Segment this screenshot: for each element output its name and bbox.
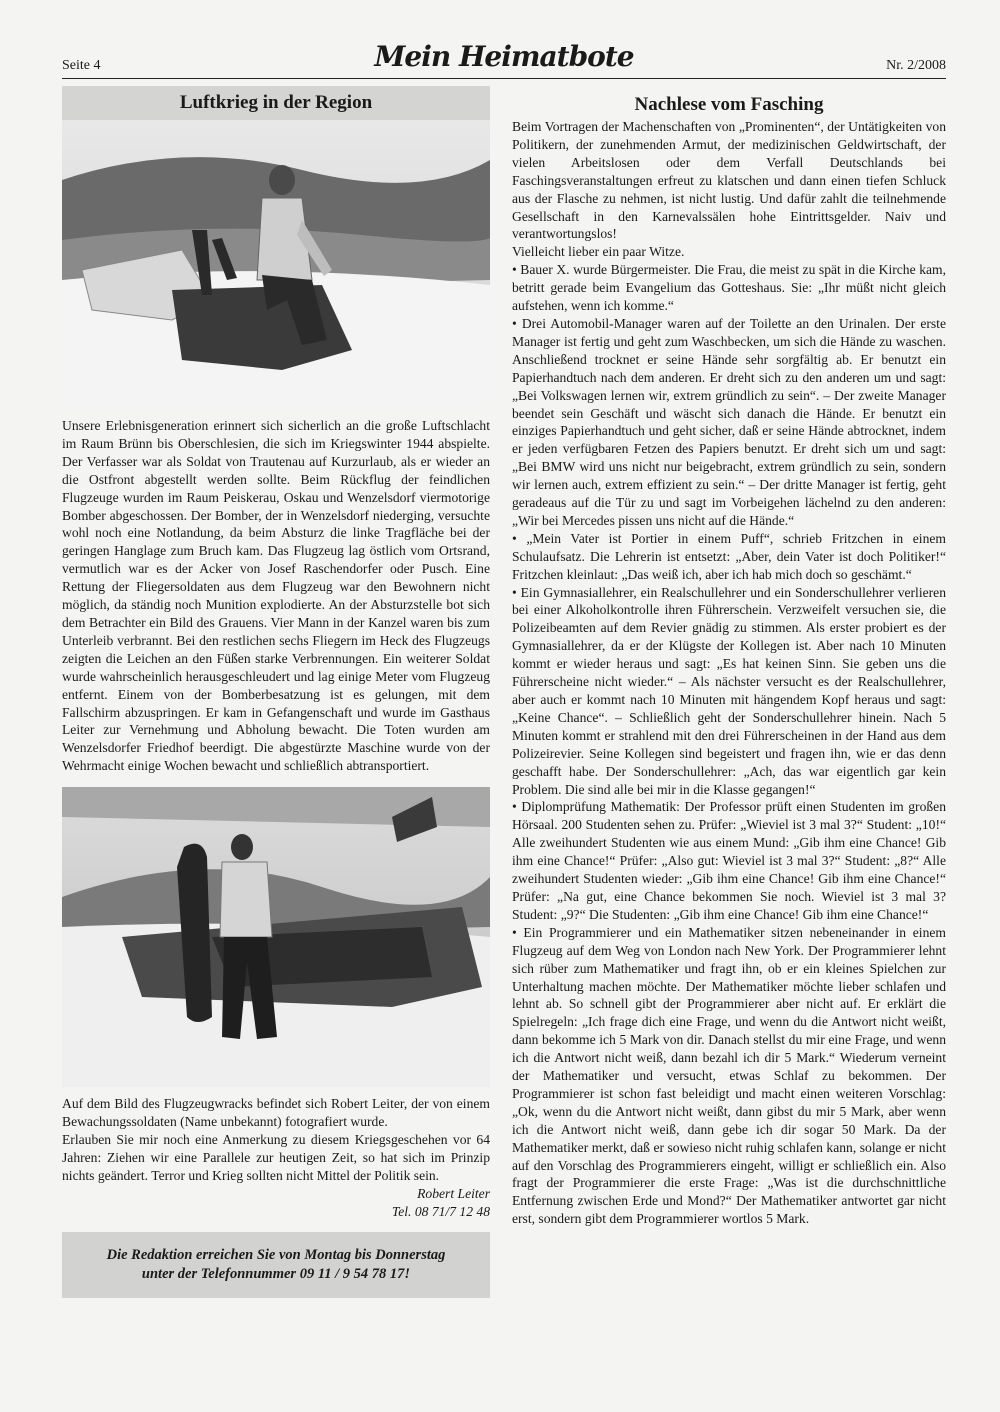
notice-line-1: Die Redaktion erreichen Sie von Montag bis Donnerstag bbox=[106, 1247, 446, 1264]
joke-item: • Ein Gymnasiallehrer, ein Realschullehrer und ein Sonderschullehrer verlieren bei einer Alkoholkontrolle ihren Führerschein. Verzweifelt versuchen sie, die Polizeibeamten auf dem Revier gnädig zu stimmen. Als erster probiert es der Gymnasiallehrer, da er der Klügste der Kollegen ist. Aber nach 10 Minuten kommt er wieder heraus und sagt: „Es hat keinen Sinn. Sie geben uns die Führerscheine nicht wieder.“ – Als nächster versucht es der Realschullehrer, aber auch er kommt nach 10 Minuten mit hängendem Kopf heraus und sagt: „Keine Chance“. – Schließlich geht der Sonderschullehrer hinein. Nach 5 Minuten kommt er strahlend mit den drei Führerscheinen in der Hand aus dem Polizeirevier. Seine Kollegen sind begeistert und fragen ihn, wie er das denn geschafft habe. Der Sonderschullehrer: „Ach, das war eigentlich gar kein Problem. Die sind alle bei mir in die Klasse gegangen!“ bbox=[512, 584, 946, 797]
wreck-photo-sitting bbox=[62, 120, 490, 409]
header-rule bbox=[62, 78, 946, 79]
joke-item: • Diplomprüfung Mathematik: Der Professor prüft einen Studenten im großen Hörsaal. 200 Studenten sehen zu. Prüfer: „Wieviel ist 3 mal 3?“ Student: „10!“ Alle zweihundert Studenten wie aus einem Mund: „Gib ihm eine Chance! Gib ihm eine Chance!“ Prüfer: „Also gut: Wieviel ist 3 mal 3?“ Student: „8?“ Alle zweihundert Studenten wieder: „Gib ihm eine Chance! Gib ihm eine Chance!“ Prüfer: „Na gut, eine Chance bekommen Sie noch. Wieviel ist 3 mal 3? Student: „9?“ Die Studenten: „Gib ihm eine Chance! Gib ihm eine Chance!“ bbox=[512, 799, 946, 922]
joke-item: • „Mein Vater ist Portier in einem Puff“, schrieb Fritzchen in einem Schulaufsatz. Die Lehrerin ist entsetzt: „Aber, dein Vater ist doch Politiker!“ Fritzchen kleinlaut: „Das weiß ich, aber ich hab mich doch so geschämt.“ bbox=[512, 530, 946, 582]
article-body: Unsere Erlebnisgeneration erinnert sich sicherlich an die große Luftschlacht im Raum Brünn bis Oberschlesien, die sich im Kriegswinter 1944 abspielte. Der Verfasser war als Soldat von Trautenau auf Kurzurlaub, als er wieder an die Ostfront abgestellt werden sollte. Beim Rückflug der feindlichen Flugzeuge wurden im Raum Peiskerau, Oskau und Wenzelsdorf viermotorige Bomber abgeschossen. Der Bomber, der in Wenzelsdorf niederging, versuchte wohl noch eine Notlandung, da beim Absturz die linke Tragfläche bei der geringen Hanglage zum Bruch kam. Das Flugzeug lag östlich vom Ortsrand, vermutlich war es der Acker von Josef Raschendorfer oder Pusch. Eine Rettung der Fliegersoldaten aus dem Flugzeug war den Bewohnern nicht möglich, da ständig noch Munition explodierte. An der Absturzstelle bot sich dem Betrachter ein Bild des Grauens. Vier Mann in der Kanzel waren bis zum Unterleib verbrannt. Bei den restlichen sechs Fliegern im Heck des Flugzeugs zeigten die Leichen an den Füßen starke Verbrennungen. Ein weiterer Soldat wurde wahrscheinlich herausgeschleudert und lag einige Meter vom Flugzeug entfernt. Einem von der Bomberbesatzung ist es gelungen, mit dem Fallschirm abzuspringen. Er kam in Gefangenschaft und wurde im Gasthaus Leiter zur Vernehmung und Abholung bewacht. Die Toten wurden am Wenzelsdorfer Friedhof beerdigt. Die abgestürzte Maschine wurde von der Wehrmacht einige Wochen bewacht und schließlich abtransportiert. bbox=[62, 418, 490, 774]
notice-line-2: unter der Telefonnummer 09 11 / 9 54 78 17! bbox=[141, 1266, 411, 1283]
page-header bbox=[62, 40, 946, 80]
wreck-photo-standing bbox=[62, 787, 490, 1087]
closing-remark: Erlauben Sie mir noch eine Anmerkung zu diesem Kriegsgeschehen vor 64 Jahren: Ziehen wir eine Parallele zur heutigen Zeit, so hat sich im Prinzip nichts geändert. Terror und Krieg sollten nicht Mittel der Politik sein. bbox=[62, 1131, 490, 1183]
joke-item: • Bauer X. wurde Bürgermeister. Die Frau, die meist zu spät in die Kirche kam, betritt gerade beim Evangelium das Gotteshaus. Sie: „Ihr müßt nicht gleich aufstehen, wenn ich komme.“ bbox=[512, 262, 946, 314]
joke-item: • Drei Automobil-Manager waren auf der Toilette an den Urinalen. Der erste Manager ist fertig und geht zum Waschbecken, um sich die Hände zu waschen. Anschließend trocknet er seine Hände sehr sorgfältig ab. Er benutzt ein Papierhandtuch nach dem anderen. Er dreht sich zu den anderen um und sagt: „Bei Volkswagen lernen wir, extrem gründlich zu sein“. – Der zweite Manager beendet sein Geschäft und wäscht sich danach die Hände. Er benutzt ein einziges Papierhandtuch und geht sicher, daß er seine Hände abtrocknet, indem er jeden verfügbaren Fetzen des Papiers benutzt. Er dreht sich um und sagt: „Bei BMW wird uns nicht nur beigebracht, extrem gründlich zu sein, sondern wir lernen auch, extrem effizient zu sein.“ – Der dritte Manager ist fertig, geht geradeaus auf die Tür zu und sagt im Vorbeigehen lächelnd zu den anderen: „Wir bei Mercedes pissen uns nicht auf die Hände.“ bbox=[512, 315, 946, 528]
photo-image bbox=[62, 120, 490, 409]
lead-line: Vielleicht lieber ein paar Witze. bbox=[512, 244, 685, 260]
issue-number: Nr. 2/2008 bbox=[886, 58, 946, 73]
intro-paragraph: Beim Vortragen der Machenschaften von „Prominenten“, der Untätigkeiten von Politikern, der zunehmenden Armut, der medizinischen Geldwirtschaft, der vielen Arbeitslosen oder dem Verfall Deutschlands bei Faschingsveranstaltungen erfreut zu klatschen und dann einen tiefen Schluck aus der Flasche zu nehmen, ist nicht lustig. Und dafür zahlt die teilnehmende Gesellschaft in den Karnevalssälen hohe Eintrittsgelder. Naiv und verantwortungslos! bbox=[512, 119, 946, 242]
right-column bbox=[512, 86, 946, 1228]
photo-image bbox=[62, 787, 490, 1087]
editorial-contact-box bbox=[62, 1232, 490, 1298]
masthead-title: Mein Heimatbote bbox=[374, 40, 634, 73]
left-column bbox=[62, 86, 490, 1298]
article-title: Luftkrieg in der Region bbox=[62, 86, 490, 120]
author-name: Robert Leiter bbox=[417, 1185, 490, 1201]
article-title: Nachlese vom Fasching bbox=[634, 94, 824, 115]
joke-item: • Ein Programmierer und ein Mathematiker sitzen nebeneinander in einem Flugzeug auf dem Weg von London nach New York. Der Programmierer lehnt sich rüber zum Mathematiker und fragt ihn, ob er ein kleines Spielchen zur Unterhaltung machen möchte. Der Mathematiker möchte lieber schlafen und lehnt ab. So schnell gibt der Programmierer aber nicht auf. Er erklärt die Spielregeln: „Ich frage dich eine Frage, und wenn du die Antwort nicht weißt, dann bekomme ich 5 Mark von dir. Danach stellst du mir eine Frage, und wenn ich die Antwort nicht weiß, dann bezahl ich dir 5 Mark.“ Wiederum verneint der Mathematiker und versucht, etwas Schlaf zu bekommen. Der Programmierer ist schon fast beleidigt und macht einen weiteren Vorschlag: „Ok, wenn du die Antwort nicht weißt, dann gibst du mir 5 Mark, aber wenn ich die Antwort nicht weiß, dann gebe ich dir sogar 50 Mark. Da der Mathematiker merkt, daß er sowieso nicht ruhig schlafen kann, solange er nicht auf den Vorschlag des Programmierers eingeht, willigt er schließlich ein. Also fragt der Programmierer die erste Frage: „Was ist die durchschnittliche Entfernung zwischen Erde und Mond?“ Der Mathematiker antwortet gar nicht erst, sondern gibt dem Programmierer wortlos 5 Mark. bbox=[512, 924, 946, 1227]
page-number: Seite 4 bbox=[62, 58, 101, 73]
author-phone: Tel. 08 71/7 12 48 bbox=[391, 1203, 490, 1219]
photo-caption: Auf dem Bild des Flugzeugwracks befindet sich Robert Leiter, der von einem Bewachungssoldaten (Name unbekannt) fotografiert wurde. bbox=[62, 1096, 490, 1130]
